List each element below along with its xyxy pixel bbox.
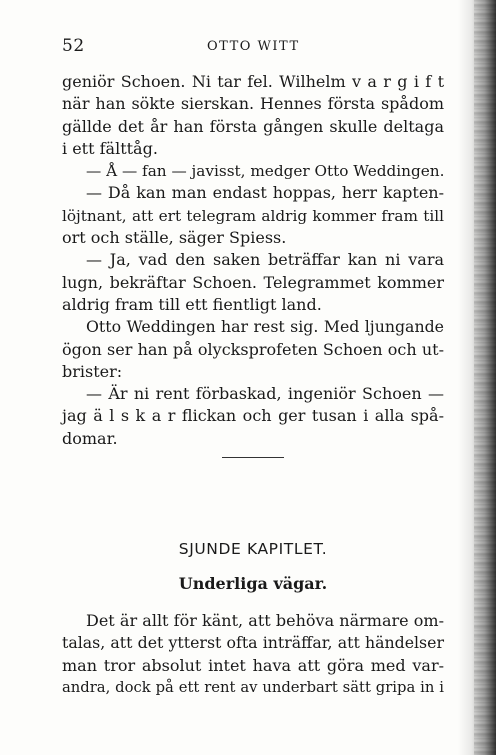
text-line: man tror absolut intet hava att göra med var- <box>62 655 444 675</box>
text-line: löjtnant, att ert telegram aldrig kommer fram till <box>62 206 444 225</box>
text-line: Otto Weddingen har rest sig. Med ljungande <box>86 317 444 337</box>
text-line: jag ä l s k a r flickan och ger tusan i alla spå- <box>62 406 444 426</box>
chapter-text <box>62 610 444 699</box>
text-line: — Då kan man endast hoppas, herr kapten- <box>86 183 444 203</box>
text-line: gällde det år han första gången skulle deltaga <box>62 116 444 136</box>
page-number: 52 <box>62 36 85 56</box>
text-line: aldrig fram till ett fientligt land. <box>62 294 322 314</box>
text-line: Det är allt för känt, att behöva närmare om- <box>86 611 444 630</box>
text-line: ögon ser han på olycksprofeten Schoen och ut- <box>62 339 444 359</box>
running-head: OTTO WITT <box>207 39 300 54</box>
text-line: i ett fälttåg. <box>62 138 158 158</box>
section-divider <box>222 457 284 458</box>
text-line: talas, att det ytterst ofta inträffar, att händelser <box>62 633 444 653</box>
text-line: när han sökte sierskan. Hennes första spådom <box>62 94 444 114</box>
chapter-subtitle: Underliga vägar. <box>178 574 328 593</box>
page-header <box>62 36 444 58</box>
chapter-title: SJUNDE KAPITLET. <box>178 540 328 558</box>
text-line: brister: <box>62 361 123 381</box>
text-line: — Är ni rent förbaskad, ingeniör Schoen — <box>86 384 444 404</box>
text-line: andra, dock på ett rent av underbart sätt gripa in i <box>62 678 444 696</box>
page-edge-texture <box>474 0 496 755</box>
text-line: lugn, bekräftar Schoen. Telegrammet kommer <box>62 272 444 292</box>
text-line: — Å — fan — javisst, medger Otto Weddingen. <box>86 162 445 181</box>
text-line: ort och ställe, säger Spiess. <box>62 228 287 248</box>
text-line: geniör Schoen. Ni tar fel. Wilhelm v a r g i f t <box>62 72 444 91</box>
body-text <box>62 71 444 450</box>
text-line: domar. <box>62 428 118 448</box>
text-line: — Ja, vad den saken beträffar kan ni vara <box>86 250 444 270</box>
